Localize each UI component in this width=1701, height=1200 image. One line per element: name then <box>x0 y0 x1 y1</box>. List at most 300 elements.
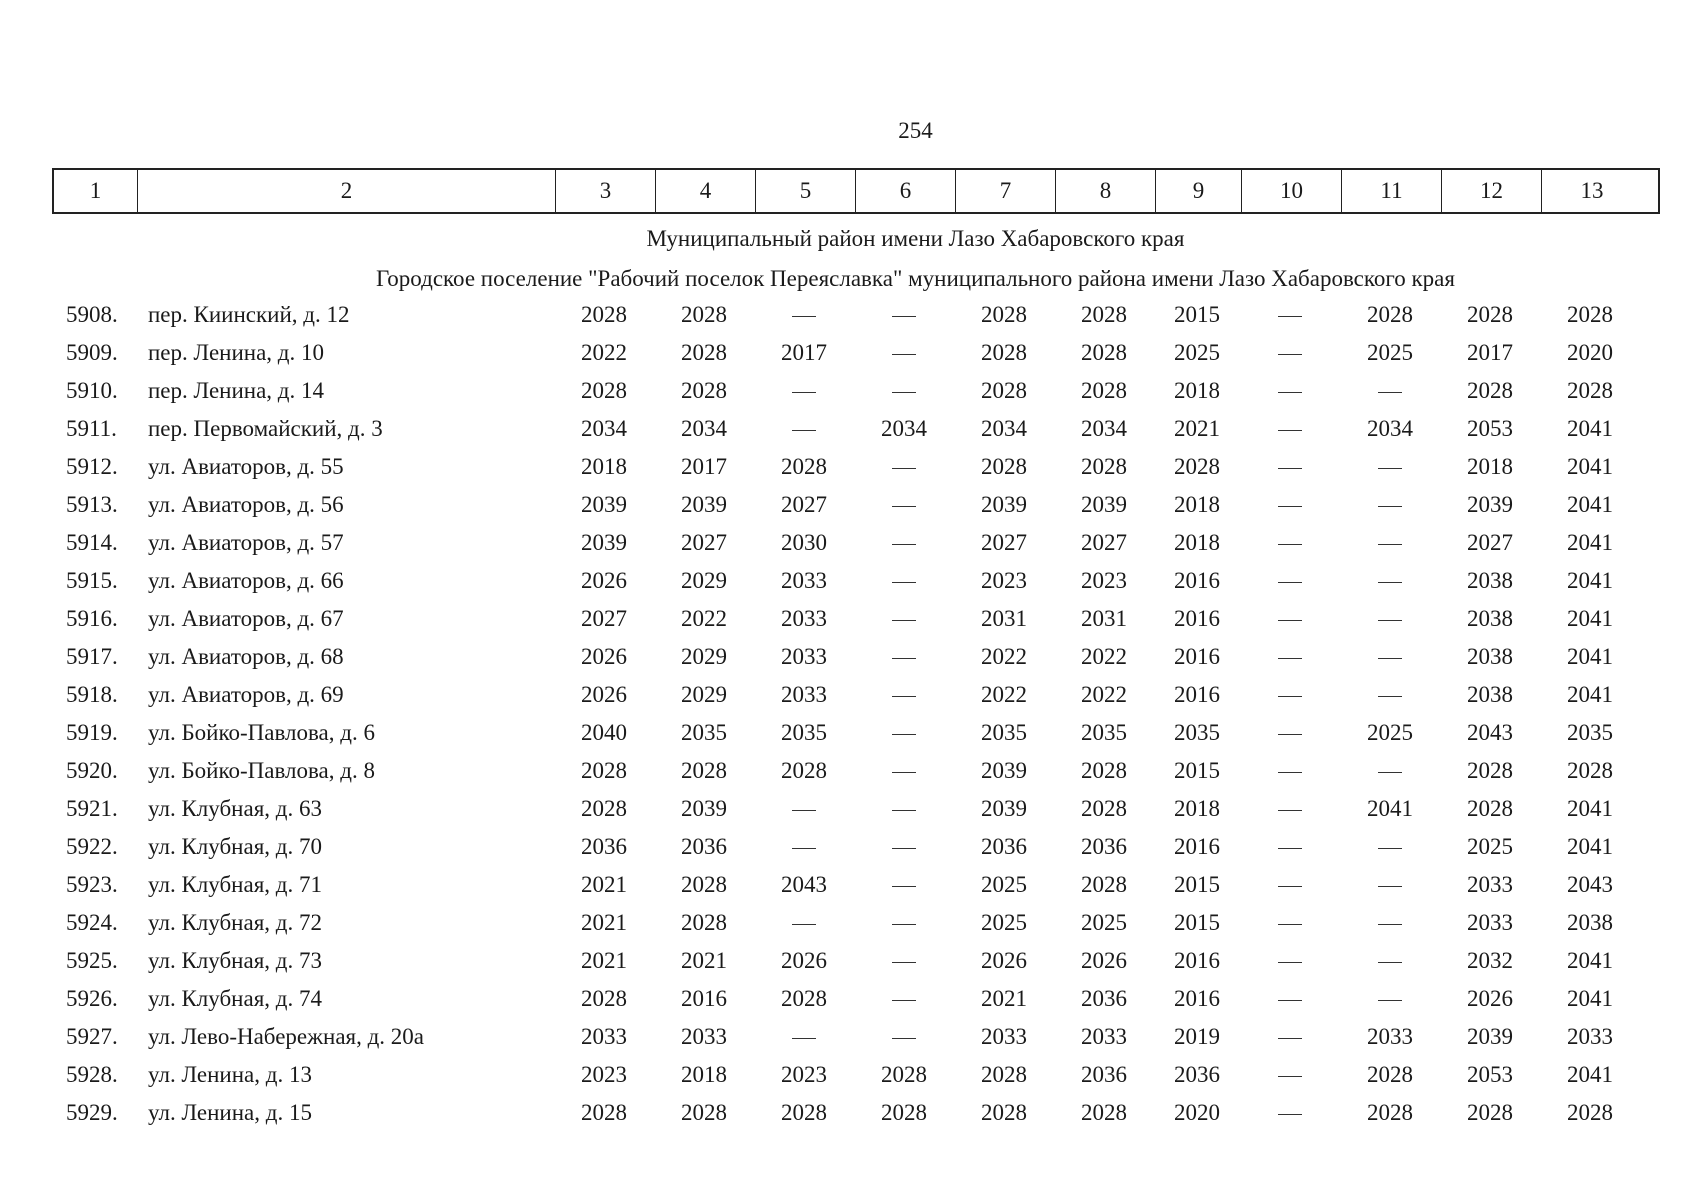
row-number: 5920. <box>66 758 118 783</box>
value-dash <box>1240 492 1340 518</box>
value-cell: 2028 <box>1467 796 1513 821</box>
value-cell: 2043 <box>1467 720 1513 745</box>
value-cell: 2028 <box>1467 302 1513 327</box>
value-cell: 2032 <box>1467 948 1513 973</box>
dash-mark <box>1378 392 1402 393</box>
value-dash <box>754 416 854 442</box>
table-row <box>52 752 1660 790</box>
value-cell: 2016 <box>1174 986 1220 1011</box>
dash-mark <box>892 316 916 317</box>
value-cell: 2039 <box>581 530 627 555</box>
row-address: пер. Ленина, д. 10 <box>148 340 325 365</box>
value-dash <box>1240 644 1340 670</box>
value-dash <box>1240 910 1340 936</box>
row-address: ул. Клубная, д. 70 <box>148 834 322 859</box>
table-row <box>52 524 1660 562</box>
dash-mark <box>892 544 916 545</box>
value-cell: 2028 <box>1367 302 1413 327</box>
value-cell: 2028 <box>1081 454 1127 479</box>
value-dash <box>1240 416 1340 442</box>
value-cell: 2039 <box>1081 492 1127 517</box>
value-cell: 2018 <box>1174 530 1220 555</box>
table-body <box>52 296 1660 1132</box>
row-address: ул. Бойко-Павлова, д. 8 <box>148 758 375 783</box>
header-cell-9: 9 <box>1156 170 1242 212</box>
value-cell: 2038 <box>1467 606 1513 631</box>
dash-mark <box>792 1038 816 1039</box>
value-cell: 2028 <box>1567 758 1613 783</box>
value-cell: 2053 <box>1467 416 1513 441</box>
value-cell: 2018 <box>581 454 627 479</box>
row-number: 5929. <box>66 1100 118 1125</box>
row-number: 5914. <box>66 530 118 555</box>
value-dash <box>854 758 954 784</box>
row-number: 5925. <box>66 948 118 973</box>
value-cell: 2025 <box>1081 910 1127 935</box>
value-cell: 2020 <box>1174 1100 1220 1125</box>
value-dash <box>854 568 954 594</box>
value-cell: 2027 <box>681 530 727 555</box>
value-dash <box>854 606 954 632</box>
value-cell: 2028 <box>581 302 627 327</box>
value-cell: 2028 <box>881 1062 927 1087</box>
value-cell: 2036 <box>681 834 727 859</box>
value-dash <box>1240 720 1340 746</box>
value-dash <box>854 986 954 1012</box>
value-cell: 2028 <box>1081 796 1127 821</box>
value-cell: 2041 <box>1567 682 1613 707</box>
page-number: 254 <box>898 118 933 143</box>
table-row <box>52 828 1660 866</box>
dash-mark <box>1278 886 1302 887</box>
value-cell: 2019 <box>1174 1024 1220 1049</box>
value-cell: 2028 <box>981 302 1027 327</box>
value-cell: 2039 <box>981 758 1027 783</box>
value-cell: 2033 <box>1467 910 1513 935</box>
value-cell: 2028 <box>581 1100 627 1125</box>
value-dash <box>1240 1024 1340 1050</box>
row-number: 5908. <box>66 302 118 327</box>
dash-mark <box>792 810 816 811</box>
row-number: 5912. <box>66 454 118 479</box>
row-number: 5918. <box>66 682 118 707</box>
table-row <box>52 676 1660 714</box>
value-cell: 2017 <box>781 340 827 365</box>
value-cell: 2021 <box>681 948 727 973</box>
row-number: 5916. <box>66 606 118 631</box>
row-address: ул. Авиаторов, д. 55 <box>148 454 344 479</box>
dash-mark <box>1278 1000 1302 1001</box>
value-dash <box>1240 606 1340 632</box>
value-cell: 2035 <box>981 720 1027 745</box>
table-row <box>52 296 1660 334</box>
value-cell: 2022 <box>581 340 627 365</box>
dash-mark <box>892 924 916 925</box>
value-cell: 2039 <box>1467 492 1513 517</box>
value-cell: 2028 <box>1567 378 1613 403</box>
value-cell: 2028 <box>1467 378 1513 403</box>
value-cell: 2029 <box>681 644 727 669</box>
value-cell: 2028 <box>781 454 827 479</box>
dash-mark <box>1378 848 1402 849</box>
dash-mark <box>892 658 916 659</box>
value-dash <box>754 378 854 404</box>
table-row <box>52 714 1660 752</box>
dash-mark <box>1378 658 1402 659</box>
value-dash <box>754 910 854 936</box>
value-cell: 2033 <box>781 644 827 669</box>
value-cell: 2039 <box>1467 1024 1513 1049</box>
dash-mark <box>1278 468 1302 469</box>
value-dash <box>754 834 854 860</box>
value-dash <box>1340 682 1440 708</box>
row-number: 5921. <box>66 796 118 821</box>
value-cell: 2025 <box>1174 340 1220 365</box>
value-cell: 2028 <box>1081 340 1127 365</box>
value-cell: 2022 <box>981 644 1027 669</box>
value-cell: 2025 <box>1367 340 1413 365</box>
value-cell: 2038 <box>1467 644 1513 669</box>
dash-mark <box>1278 582 1302 583</box>
value-cell: 2030 <box>781 530 827 555</box>
value-cell: 2038 <box>1467 568 1513 593</box>
value-cell: 2039 <box>981 796 1027 821</box>
value-cell: 2028 <box>581 986 627 1011</box>
value-cell: 2016 <box>1174 834 1220 859</box>
row-address: ул. Авиаторов, д. 56 <box>148 492 344 517</box>
value-cell: 2015 <box>1174 302 1220 327</box>
value-cell: 2027 <box>781 492 827 517</box>
value-cell: 2017 <box>1467 340 1513 365</box>
value-cell: 2036 <box>1081 834 1127 859</box>
dash-mark <box>1378 924 1402 925</box>
dash-mark <box>792 924 816 925</box>
dash-mark <box>1278 354 1302 355</box>
value-cell: 2043 <box>781 872 827 897</box>
dash-mark <box>892 886 916 887</box>
value-cell: 2027 <box>1081 530 1127 555</box>
value-cell: 2028 <box>681 872 727 897</box>
value-cell: 2026 <box>981 948 1027 973</box>
dash-mark <box>892 354 916 355</box>
dash-mark <box>1378 620 1402 621</box>
value-dash <box>854 720 954 746</box>
table-row <box>52 600 1660 638</box>
value-dash <box>1240 454 1340 480</box>
value-dash <box>1240 834 1340 860</box>
header-cell-4: 4 <box>656 170 756 212</box>
row-address: ул. Клубная, д. 74 <box>148 986 322 1011</box>
dash-mark <box>792 392 816 393</box>
value-cell: 2028 <box>1367 1100 1413 1125</box>
dash-mark <box>892 772 916 773</box>
value-dash <box>1240 378 1340 404</box>
row-number: 5919. <box>66 720 118 745</box>
table-row <box>52 410 1660 448</box>
table-row <box>52 562 1660 600</box>
value-dash <box>854 530 954 556</box>
value-cell: 2033 <box>1081 1024 1127 1049</box>
value-cell: 2016 <box>1174 606 1220 631</box>
dash-mark <box>892 1000 916 1001</box>
value-cell: 2023 <box>781 1062 827 1087</box>
header-cell-13: 13 <box>1580 178 1604 203</box>
table-row <box>52 904 1660 942</box>
row-number: 5913. <box>66 492 118 517</box>
dash-mark <box>892 696 916 697</box>
value-cell: 2028 <box>781 1100 827 1125</box>
value-cell: 2028 <box>981 340 1027 365</box>
dash-mark <box>1278 316 1302 317</box>
table-row <box>52 1018 1660 1056</box>
value-cell: 2036 <box>1081 1062 1127 1087</box>
dash-mark <box>1278 430 1302 431</box>
value-cell: 2025 <box>981 910 1027 935</box>
value-cell: 2033 <box>781 568 827 593</box>
dash-mark <box>1278 696 1302 697</box>
row-address: ул. Клубная, д. 72 <box>148 910 322 935</box>
row-number: 5922. <box>66 834 118 859</box>
value-dash <box>854 340 954 366</box>
value-cell: 2018 <box>1174 378 1220 403</box>
value-cell: 2034 <box>681 416 727 441</box>
dash-mark <box>1278 620 1302 621</box>
value-cell: 2016 <box>1174 948 1220 973</box>
value-cell: 2028 <box>1081 302 1127 327</box>
value-cell: 2033 <box>1467 872 1513 897</box>
value-cell: 2028 <box>781 758 827 783</box>
value-dash <box>754 796 854 822</box>
value-cell: 2027 <box>1467 530 1513 555</box>
value-cell: 2041 <box>1567 986 1613 1011</box>
header-cell-12: 12 <box>1442 170 1542 212</box>
value-cell: 2039 <box>581 492 627 517</box>
value-dash <box>1340 986 1440 1012</box>
dash-mark <box>1278 1114 1302 1115</box>
value-cell: 2038 <box>1467 682 1513 707</box>
value-dash <box>1240 986 1340 1012</box>
value-dash <box>754 302 854 328</box>
value-cell: 2025 <box>1467 834 1513 859</box>
dash-mark <box>792 316 816 317</box>
value-dash <box>1340 758 1440 784</box>
header-cell-3: 3 <box>556 170 656 212</box>
value-cell: 2028 <box>1367 1062 1413 1087</box>
value-dash <box>1240 568 1340 594</box>
value-dash <box>1340 568 1440 594</box>
value-cell: 2029 <box>681 568 727 593</box>
value-cell: 2033 <box>781 606 827 631</box>
row-number: 5928. <box>66 1062 118 1087</box>
dash-mark <box>1278 544 1302 545</box>
table-row <box>52 980 1660 1018</box>
value-cell: 2023 <box>1081 568 1127 593</box>
value-cell: 2031 <box>981 606 1027 631</box>
dash-mark <box>1278 734 1302 735</box>
value-cell: 2041 <box>1567 606 1613 631</box>
value-cell: 2022 <box>1081 682 1127 707</box>
value-cell: 2028 <box>681 758 727 783</box>
dash-mark <box>1278 658 1302 659</box>
table-row <box>52 1056 1660 1094</box>
value-dash <box>1240 530 1340 556</box>
dash-mark <box>892 734 916 735</box>
value-dash <box>854 454 954 480</box>
value-dash <box>854 948 954 974</box>
value-dash <box>854 644 954 670</box>
value-cell: 2028 <box>981 454 1027 479</box>
row-address: пер. Ленина, д. 14 <box>148 378 325 403</box>
header-cell-7: 7 <box>956 170 1056 212</box>
value-cell: 2035 <box>1081 720 1127 745</box>
table-header-row <box>52 168 1660 214</box>
value-cell: 2033 <box>981 1024 1027 1049</box>
value-dash <box>1240 302 1340 328</box>
row-address: ул. Клубная, д. 63 <box>148 796 322 821</box>
value-cell: 2033 <box>681 1024 727 1049</box>
value-cell: 2035 <box>781 720 827 745</box>
header-cell-1: 1 <box>54 170 138 212</box>
value-dash <box>854 378 954 404</box>
value-cell: 2026 <box>581 568 627 593</box>
value-cell: 2033 <box>781 682 827 707</box>
value-dash <box>854 796 954 822</box>
value-cell: 2016 <box>1174 568 1220 593</box>
value-cell: 2026 <box>781 948 827 973</box>
value-cell: 2015 <box>1174 758 1220 783</box>
table-row <box>52 942 1660 980</box>
dash-mark <box>1278 962 1302 963</box>
value-dash <box>1340 454 1440 480</box>
value-cell: 2026 <box>1081 948 1127 973</box>
dash-mark <box>892 962 916 963</box>
dash-mark <box>892 810 916 811</box>
value-cell: 2035 <box>1174 720 1220 745</box>
value-dash <box>754 1024 854 1050</box>
value-cell: 2021 <box>1174 416 1220 441</box>
value-dash <box>854 1024 954 1050</box>
value-cell: 2028 <box>981 1062 1027 1087</box>
dash-mark <box>1278 924 1302 925</box>
value-cell: 2018 <box>681 1062 727 1087</box>
value-dash <box>1240 682 1340 708</box>
table-row <box>52 638 1660 676</box>
value-cell: 2041 <box>1567 492 1613 517</box>
value-cell: 2033 <box>1367 1024 1413 1049</box>
value-cell: 2041 <box>1567 644 1613 669</box>
value-cell: 2018 <box>1174 492 1220 517</box>
value-dash <box>1340 644 1440 670</box>
row-number: 5909. <box>66 340 118 365</box>
value-cell: 2017 <box>681 454 727 479</box>
dash-mark <box>1278 810 1302 811</box>
dash-mark <box>892 1038 916 1039</box>
district-title: Муниципальный район имени Лазо Хабаровского края <box>646 226 1185 251</box>
dash-mark <box>1278 848 1302 849</box>
value-cell: 2026 <box>1467 986 1513 1011</box>
dash-mark <box>1378 582 1402 583</box>
value-cell: 2028 <box>1081 378 1127 403</box>
value-cell: 2035 <box>1567 720 1613 745</box>
dash-mark <box>1378 506 1402 507</box>
row-address: ул. Авиаторов, д. 67 <box>148 606 344 631</box>
value-dash <box>1340 492 1440 518</box>
value-cell: 2034 <box>981 416 1027 441</box>
value-dash <box>854 910 954 936</box>
dash-mark <box>1378 696 1402 697</box>
value-cell: 2018 <box>1174 796 1220 821</box>
value-cell: 2036 <box>1081 986 1127 1011</box>
row-number: 5911. <box>66 416 117 441</box>
table-row <box>52 790 1660 828</box>
value-cell: 2028 <box>1081 758 1127 783</box>
value-cell: 2028 <box>681 340 727 365</box>
value-cell: 2041 <box>1567 568 1613 593</box>
value-dash <box>854 492 954 518</box>
value-cell: 2028 <box>1081 872 1127 897</box>
value-cell: 2031 <box>1081 606 1127 631</box>
dash-mark <box>792 848 816 849</box>
value-cell: 2021 <box>981 986 1027 1011</box>
value-cell: 2028 <box>1467 1100 1513 1125</box>
row-address: ул. Ленина, д. 15 <box>148 1100 312 1125</box>
value-cell: 2016 <box>681 986 727 1011</box>
value-cell: 2028 <box>981 378 1027 403</box>
value-cell: 2025 <box>981 872 1027 897</box>
value-cell: 2036 <box>581 834 627 859</box>
value-cell: 2028 <box>981 1100 1027 1125</box>
header-cell-8: 8 <box>1056 170 1156 212</box>
value-cell: 2015 <box>1174 872 1220 897</box>
value-cell: 2016 <box>1174 682 1220 707</box>
value-dash <box>1340 872 1440 898</box>
value-cell: 2043 <box>1567 872 1613 897</box>
row-address: ул. Авиаторов, д. 68 <box>148 644 344 669</box>
value-cell: 2053 <box>1467 1062 1513 1087</box>
row-address: ул. Бойко-Павлова, д. 6 <box>148 720 375 745</box>
value-cell: 2028 <box>881 1100 927 1125</box>
value-cell: 2039 <box>981 492 1027 517</box>
value-dash <box>854 682 954 708</box>
value-cell: 2034 <box>581 416 627 441</box>
value-dash <box>1240 796 1340 822</box>
dash-mark <box>1278 392 1302 393</box>
value-cell: 2034 <box>881 416 927 441</box>
value-cell: 2041 <box>1567 834 1613 859</box>
value-cell: 2021 <box>581 910 627 935</box>
value-dash <box>854 302 954 328</box>
value-cell: 2023 <box>581 1062 627 1087</box>
value-cell: 2021 <box>581 872 627 897</box>
value-dash <box>1240 948 1340 974</box>
value-cell: 2028 <box>581 796 627 821</box>
value-dash <box>1240 1062 1340 1088</box>
value-dash <box>1340 910 1440 936</box>
dash-mark <box>892 468 916 469</box>
dash-mark <box>792 430 816 431</box>
value-cell: 2028 <box>1174 454 1220 479</box>
row-address: ул. Клубная, д. 71 <box>148 872 322 897</box>
dash-mark <box>1378 962 1402 963</box>
dash-mark <box>1378 468 1402 469</box>
value-dash <box>1240 340 1340 366</box>
value-cell: 2033 <box>581 1024 627 1049</box>
value-cell: 2041 <box>1567 796 1613 821</box>
value-cell: 2022 <box>1081 644 1127 669</box>
value-cell: 2034 <box>1081 416 1127 441</box>
value-cell: 2028 <box>681 1100 727 1125</box>
value-cell: 2028 <box>1567 1100 1613 1125</box>
